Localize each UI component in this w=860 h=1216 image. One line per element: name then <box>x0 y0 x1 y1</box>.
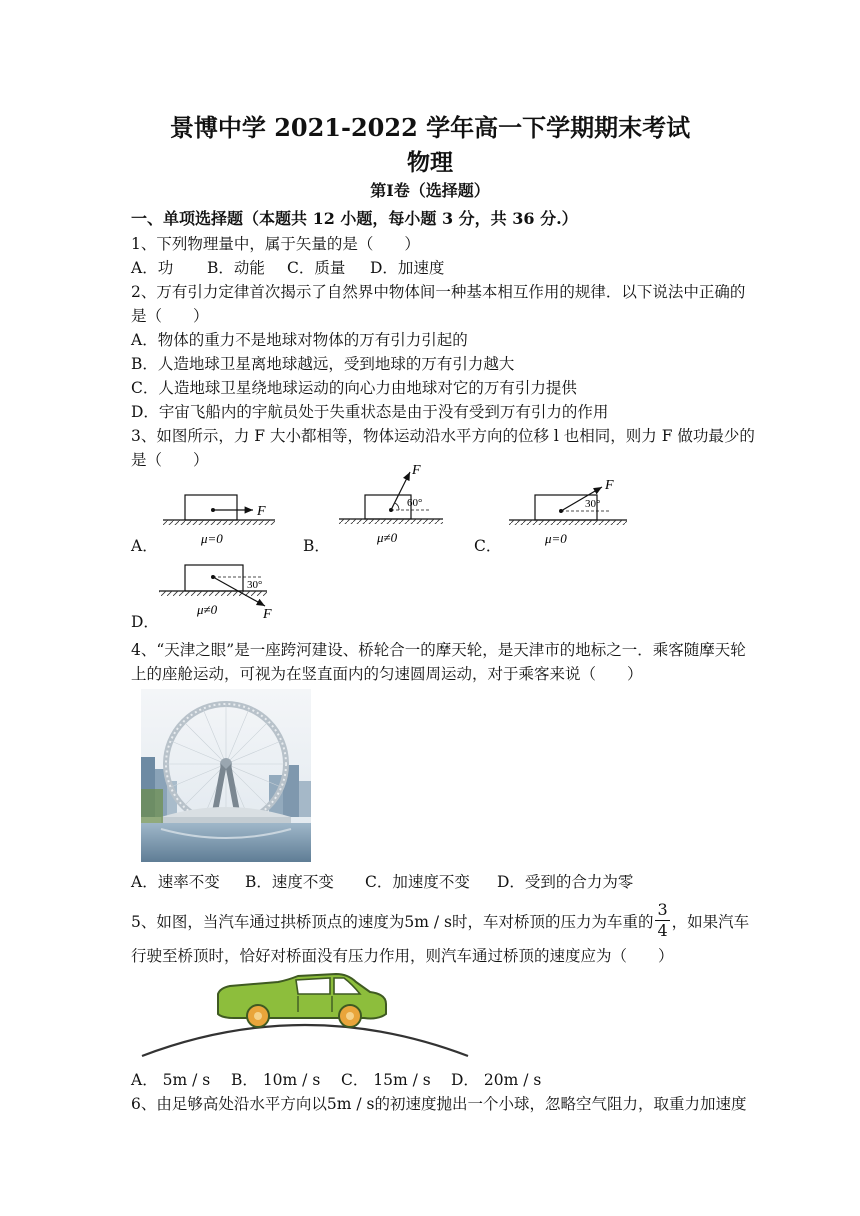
q3-label-d: D． <box>131 613 159 631</box>
force-label-a: F <box>257 504 266 519</box>
angle-label-d: 30° <box>247 579 263 591</box>
q1-stem: 1、下列物理量中，属于矢量的是（ ） <box>131 235 420 253</box>
q4-option-a: A．速率不变 <box>131 873 220 891</box>
q3-stem-line2: 是（ ） <box>131 451 209 469</box>
mu-label-c: μ=0 <box>545 531 567 546</box>
q4-stem-line1: 4、“天津之眼”是一座跨河建设、桥轮合一的摩天轮，是天津市的地标之一．乘客随摩天轮 <box>131 641 746 659</box>
exam-subject: 物理 <box>407 149 453 176</box>
angle-label-b: 60° <box>407 497 423 509</box>
exam-title: 景博中学 2021-2022 学年高一下学期期末考试 <box>169 113 691 142</box>
q1-option-b: B．动能 <box>207 259 265 277</box>
angle-label-c: 30° <box>585 498 601 510</box>
q5-stem-line2: 行驶至桥顶时，恰好对桥面没有压力作用，则汽车通过桥顶的速度应为（ ） <box>131 947 674 965</box>
q3-label-a: A． <box>131 537 158 555</box>
force-label-c: F <box>605 478 614 493</box>
q5-option-b: B． 10m / s <box>231 1071 321 1089</box>
q1-option-a: A．功 <box>131 259 174 277</box>
force-label-d: F <box>263 607 272 622</box>
q2-option-a: A．物体的重力不是地球对物体的万有引力引起的 <box>131 331 468 349</box>
mu-label-b: μ≠0 <box>377 530 398 545</box>
q3-figure-a <box>155 485 285 547</box>
q3-figure-c <box>505 475 630 547</box>
q2-stem-line1: 2、万有引力定律首次揭示了自然界中物体间一种基本相互作用的规律．以下说法中正确的 <box>131 283 746 301</box>
mu-label-d: μ≠0 <box>197 602 218 617</box>
q1-option-c: C．质量 <box>287 259 346 277</box>
q5-fraction-denominator: 4 <box>657 921 668 940</box>
q2-stem-line2: 是（ ） <box>131 307 209 325</box>
q3-stem-line1: 3、如图所示，力 F 大小都相等，物体运动沿水平方向的位移 l 也相同，则力 F 做功最少的 <box>131 427 755 445</box>
q5-stem-text-a: 5、如图，当汽车通过拱桥顶点的速度为5m / s时，车对桥顶的压力为车重的 <box>131 912 654 931</box>
q4-option-b: B．速度不变 <box>245 873 334 891</box>
q1-option-d: D．加速度 <box>370 259 445 277</box>
q4-option-d: D．受到的合力为零 <box>497 873 634 891</box>
q4-option-c: C．加速度不变 <box>365 873 470 891</box>
q3-figure-b <box>335 462 450 547</box>
q4-stem-line2: 上的座舱运动，可视为在竖直面内的匀速圆周运动，对于乘客来说（ ） <box>131 665 643 683</box>
q5-option-d: D． 20m / s <box>451 1071 542 1089</box>
exam-part: 第Ⅰ卷（选择题） <box>370 181 490 200</box>
q5-option-a: A． 5m / s <box>131 1071 211 1089</box>
q2-option-c: C．人造地球卫星绕地球运动的向心力由地球对它的万有引力提供 <box>131 379 577 397</box>
q2-option-b: B．人造地球卫星离地球越远，受到地球的万有引力越大 <box>131 355 515 373</box>
section-heading: 一、单项选择题（本题共 12 小题，每小题 3 分，共 36 分.） <box>131 209 578 228</box>
q5-fraction-numerator: 3 <box>657 900 668 919</box>
q3-label-c: C． <box>474 537 502 555</box>
q5-stem-text-b: ，如果汽车 <box>671 912 750 931</box>
q5-stem-line1 <box>131 900 749 941</box>
q3-figure-d <box>155 560 285 622</box>
q5-fraction <box>655 900 669 941</box>
mu-label-a: μ=0 <box>201 531 223 546</box>
q5-option-c: C． 15m / s <box>341 1071 431 1089</box>
ferris-wheel-photo <box>141 689 311 862</box>
q2-option-d: D．宇宙飞船内的宇航员处于失重状态是由于没有受到万有引力的作用 <box>131 403 609 421</box>
q3-label-b: B． <box>303 537 330 555</box>
force-label-b: F <box>412 463 421 478</box>
car-on-bridge-figure <box>138 972 473 1060</box>
q6-stem-line1: 6、由足够高处沿水平方向以5m / s的初速度抛出一个小球，忽略空气阻力，取重力加速度 <box>131 1095 747 1113</box>
